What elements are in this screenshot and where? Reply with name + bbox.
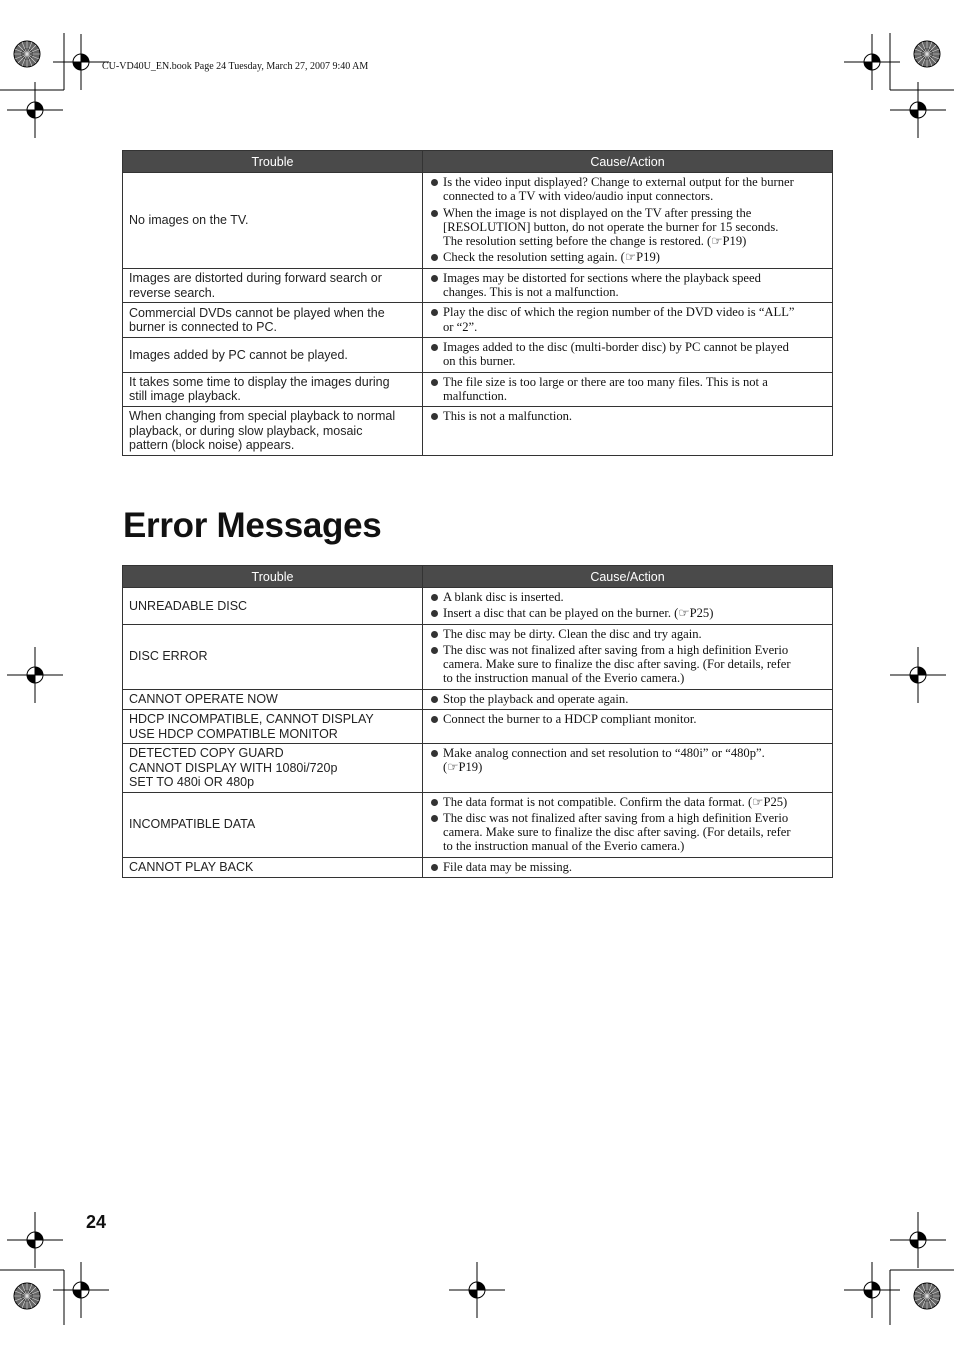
trouble-text: Images added by PC cannot be played. xyxy=(129,347,348,362)
table-header-row xyxy=(123,151,833,173)
cause-text: A blank disc is inserted. xyxy=(443,590,564,604)
cause-item xyxy=(429,712,824,726)
cause-text: camera. Make sure to finalize the disc after saving. (For details, refer xyxy=(443,825,791,840)
section-title: Error Messages xyxy=(123,506,382,545)
cause-list xyxy=(429,305,824,334)
cause-text: The data format is not compatible. Confirm the data format. (☞P25) xyxy=(443,794,788,809)
cause-item xyxy=(429,175,824,204)
trouble-cell xyxy=(123,268,423,303)
cause-list xyxy=(429,271,824,300)
cause-action-cell xyxy=(423,710,833,744)
cause-item xyxy=(429,811,824,854)
table-row xyxy=(123,792,833,857)
cause-item xyxy=(429,606,824,620)
cause-list xyxy=(429,746,824,775)
cause-action-cell xyxy=(423,303,833,338)
table-row xyxy=(123,624,833,689)
trouble-text: When changing from special playback to normal xyxy=(129,409,396,424)
cause-text: Insert a disc that can be played on the burner. (☞P25) xyxy=(443,606,714,621)
trouble-cell xyxy=(123,173,423,269)
cause-item xyxy=(429,206,824,249)
table-row xyxy=(123,689,833,709)
trouble-cell xyxy=(123,407,423,456)
cause-text: The disc was not finalized after saving from a high definition Everio xyxy=(443,810,789,825)
cause-text: connected to a TV with video/audio input connectors. xyxy=(443,189,714,204)
cause-item xyxy=(429,250,824,264)
cause-text: changes. This is not a malfunction. xyxy=(443,285,619,300)
cause-action-column-header: Cause/Action xyxy=(423,151,833,173)
trouble-text: No images on the TV. xyxy=(129,213,249,228)
table-row xyxy=(123,268,833,303)
table-row xyxy=(123,407,833,456)
cause-text: Connect the burner to a HDCP compliant monitor. xyxy=(443,712,697,727)
cause-item xyxy=(429,375,824,404)
cause-item xyxy=(429,627,824,641)
cause-list xyxy=(429,712,824,726)
trouble-cell xyxy=(123,792,423,857)
cause-item xyxy=(429,795,824,809)
trouble-text: HDCP INCOMPATIBLE, CANNOT DISPLAY xyxy=(129,712,374,727)
cause-text: Check the resolution setting again. (☞P19) xyxy=(443,250,660,265)
cause-text: [RESOLUTION] button, do not operate the burner for 15 seconds. xyxy=(443,219,779,234)
trouble-text: still image playback. xyxy=(129,389,241,404)
cause-text: The disc may be dirty. Clean the disc and try again. xyxy=(443,626,702,641)
cause-text: camera. Make sure to finalize the disc after saving. (For details, refer xyxy=(443,657,791,672)
table-row xyxy=(123,857,833,877)
cause-list xyxy=(429,590,824,621)
cause-action-cell xyxy=(423,857,833,877)
table-row xyxy=(123,710,833,744)
cause-text: on this burner. xyxy=(443,354,516,369)
table-row xyxy=(123,372,833,407)
cause-action-cell xyxy=(423,689,833,709)
cause-list xyxy=(429,175,824,265)
trouble-text: Commercial DVDs cannot be played when the xyxy=(129,305,385,320)
trouble-text: It takes some time to display the images during xyxy=(129,374,390,389)
cause-text: Make analog connection and set resolution to “480i” or “480p”. xyxy=(443,746,765,761)
cause-list xyxy=(429,375,824,404)
cause-action-column-header: Cause/Action xyxy=(423,566,833,588)
cause-text: This is not a malfunction. xyxy=(443,409,573,424)
table-row xyxy=(123,744,833,793)
table-row xyxy=(123,588,833,625)
trouble-column-header: Trouble xyxy=(123,151,423,173)
cause-text: The resolution setting before the change is restored. (☞P19) xyxy=(443,234,747,249)
cause-action-cell xyxy=(423,792,833,857)
trouble-cell xyxy=(123,710,423,744)
cause-list xyxy=(429,795,824,854)
cause-text: Is the video input displayed? Change to external output for the burner xyxy=(443,175,794,189)
cause-text: Images added to the disc (multi-border disc) by PC cannot be played xyxy=(443,339,789,354)
trouble-text: CANNOT PLAY BACK xyxy=(129,860,254,875)
table-row xyxy=(123,337,833,372)
cause-action-cell xyxy=(423,268,833,303)
print-slug: CU-VD40U_EN.book Page 24 Tuesday, March 27, 2007 9:40 AM xyxy=(102,61,369,72)
cause-action-cell xyxy=(423,407,833,456)
troubleshooting-table xyxy=(122,150,833,456)
cause-item xyxy=(429,340,824,369)
trouble-cell xyxy=(123,337,423,372)
trouble-cell xyxy=(123,857,423,877)
cause-list xyxy=(429,340,824,369)
cause-action-cell xyxy=(423,744,833,793)
trouble-text: INCOMPATIBLE DATA xyxy=(129,817,256,832)
cause-text: Play the disc of which the region number of the DVD video is “ALL” xyxy=(443,305,795,320)
error-messages-table xyxy=(122,565,833,878)
cause-text: to the instruction manual of the Everio camera.) xyxy=(443,671,685,686)
trouble-text: burner is connected to PC. xyxy=(129,320,277,335)
trouble-text: Images are distorted during forward search or xyxy=(129,271,382,286)
cause-text: The file size is too large or there are too many files. This is not a xyxy=(443,374,768,389)
trouble-cell xyxy=(123,624,423,689)
page-number: 24 xyxy=(86,1212,107,1232)
trouble-cell xyxy=(123,303,423,338)
cause-text: malfunction. xyxy=(443,388,508,403)
cause-item xyxy=(429,271,824,300)
cause-list xyxy=(429,627,824,686)
cause-action-cell xyxy=(423,337,833,372)
trouble-column-header: Trouble xyxy=(123,566,423,588)
trouble-text: playback, or during slow playback, mosaic xyxy=(129,423,363,438)
cause-action-cell xyxy=(423,173,833,269)
cause-action-cell xyxy=(423,624,833,689)
cause-item xyxy=(429,746,824,775)
trouble-text: reverse search. xyxy=(129,285,216,300)
trouble-text: SET TO 480i OR 480p xyxy=(129,775,255,790)
trouble-cell xyxy=(123,372,423,407)
trouble-text: DISC ERROR xyxy=(129,649,208,664)
cause-text: File data may be missing. xyxy=(443,859,573,874)
cause-text: The disc was not finalized after saving from a high definition Everio xyxy=(443,642,789,657)
cause-item xyxy=(429,692,824,706)
table-row xyxy=(123,173,833,269)
cause-action-cell xyxy=(423,588,833,625)
trouble-text: UNREADABLE DISC xyxy=(129,598,248,613)
cause-text: Stop the playback and operate again. xyxy=(443,691,629,706)
cause-list xyxy=(429,409,824,423)
trouble-cell xyxy=(123,689,423,709)
cause-text: to the instruction manual of the Everio camera.) xyxy=(443,839,685,854)
cause-text: Images may be distorted for sections where the playback speed xyxy=(443,270,761,285)
trouble-text: pattern (block noise) appears. xyxy=(129,438,295,453)
cause-item xyxy=(429,860,824,874)
cause-item xyxy=(429,409,824,423)
trouble-text: CANNOT OPERATE NOW xyxy=(129,692,278,707)
trouble-text: USE HDCP COMPATIBLE MONITOR xyxy=(129,726,338,741)
cause-item xyxy=(429,590,824,604)
cause-list xyxy=(429,692,824,706)
cause-text: or “2”. xyxy=(443,319,478,334)
cause-text: When the image is not displayed on the TV after pressing the xyxy=(443,205,752,220)
trouble-cell xyxy=(123,744,423,793)
table-row xyxy=(123,303,833,338)
trouble-text: CANNOT DISPLAY WITH 1080i/720p xyxy=(129,760,338,775)
cause-item xyxy=(429,643,824,686)
trouble-cell xyxy=(123,588,423,625)
cause-list xyxy=(429,860,824,874)
cause-text: (☞P19) xyxy=(443,760,483,775)
trouble-text: DETECTED COPY GUARD xyxy=(129,746,284,761)
cause-item xyxy=(429,305,824,334)
table-header-row xyxy=(123,566,833,588)
cause-action-cell xyxy=(423,372,833,407)
